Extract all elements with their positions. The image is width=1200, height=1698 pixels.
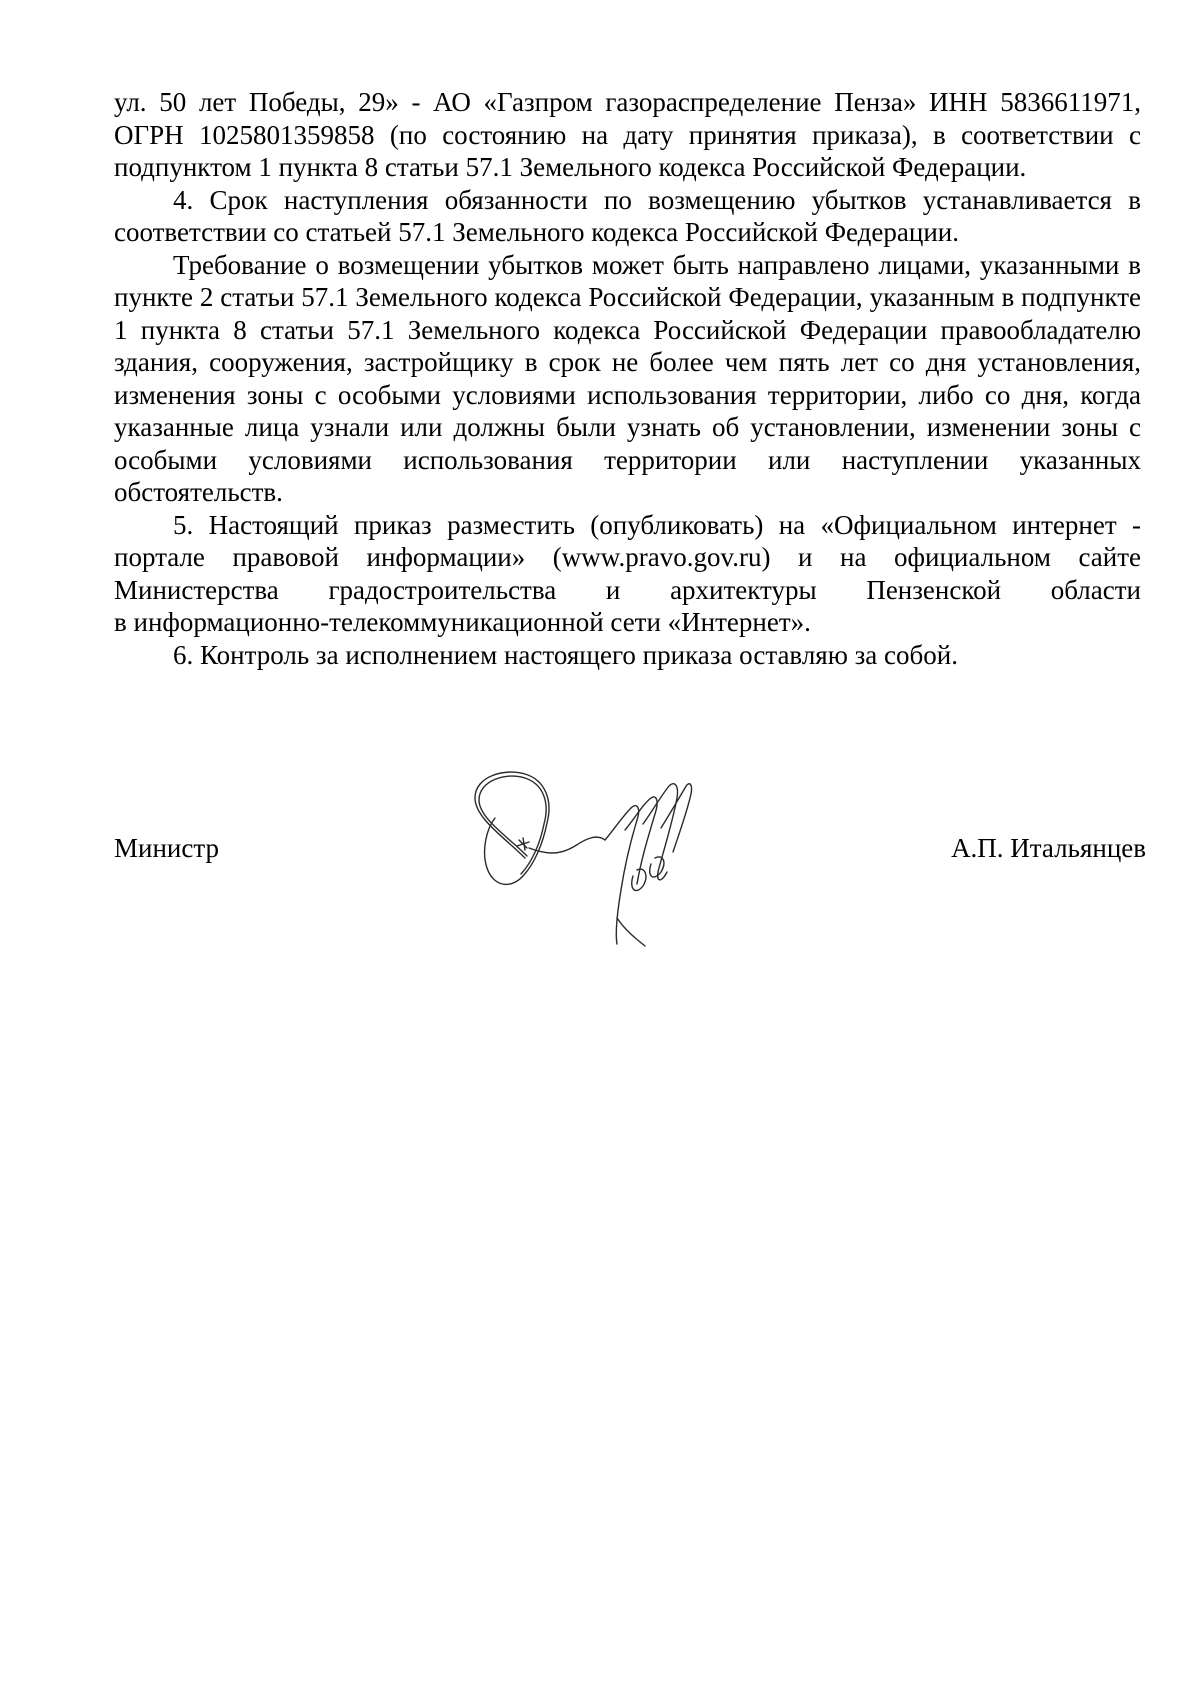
signer-name: А.П. Итальянцев — [951, 833, 1146, 863]
paragraph-item-6: 6. Контроль за исполнением настоящего приказа оставляю за собой. — [173, 639, 958, 670]
position-title: Министр — [114, 833, 219, 863]
paragraph-item-4: 4. Срок наступления обязанности по возмещению убытков устанавливается в соответствии со статьей 57.1 Земельного кодекса Российской Федерации. — [114, 184, 1141, 247]
paragraph-item-5-continuation: в информационно-телекоммуникационной сети «Интернет». — [114, 607, 811, 637]
document-body — [114, 86, 1141, 671]
paragraph-item-5: 5. Настоящий приказ разместить (опубликовать) на «Официальном интернет - портале правовой информации» (www.pravo.gov.ru) и на официальном сайте Министерства градостроительства и архитектуры Пензенской области — [114, 509, 1141, 605]
paragraph-address-continuation: ул. 50 лет Победы, 29» - АО «Газпром газораспределение Пенза» ИНН 5836611971, ОГРН 1025801359858 (по состоянию на дату принятия приказа), в соответствии с подпунктом 1 пункта 8 статьи 57.1 Земельного кодекса Российской Федерации. — [114, 87, 1141, 182]
paragraph-compensation-claim: Требование о возмещении убытков может быть направлено лицами, указанными в пункте 2 статьи 57.1 Земельного кодекса Российской Федерации, указанным в подпункте 1 пункта 8 статьи 57.1 Земельного кодекса Российской Федерации правообладателю здания, сооружения, застройщику в срок не более чем пять лет со дня установления, изменения зоны с особыми условиями использования территории, либо со дня, когда указанные лица узнали или должны были узнать об установлении, изменении зоны с особыми условиями использования территории или наступлении указанных обстоятельств. — [114, 249, 1141, 507]
handwritten-signature — [465, 768, 735, 948]
